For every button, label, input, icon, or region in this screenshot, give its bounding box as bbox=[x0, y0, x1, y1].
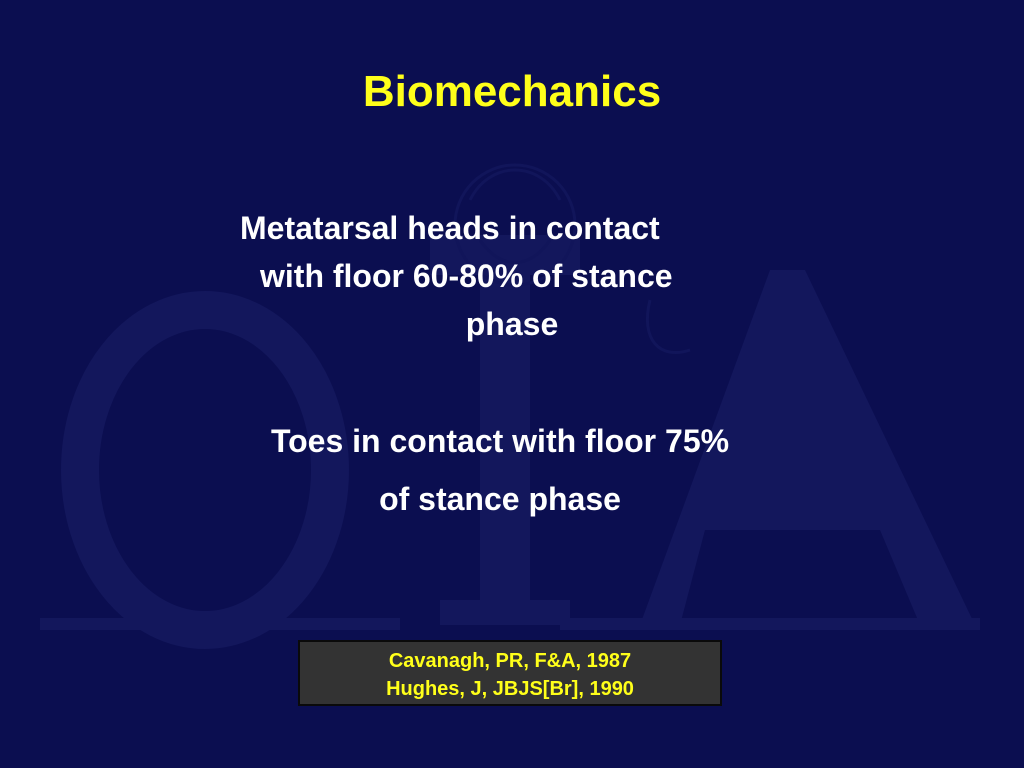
metatarsal-line-3: phase bbox=[465, 306, 559, 342]
toes-line-1: Toes in contact with floor 75% bbox=[270, 423, 730, 459]
references-box bbox=[298, 640, 722, 706]
reference-hughes: Hughes, J, JBJS[Br], 1990 bbox=[386, 678, 634, 700]
metatarsal-line-1: Metatarsal heads in contact bbox=[240, 210, 660, 246]
contact-paragraph-metatarsal bbox=[232, 204, 792, 348]
contact-paragraph-toes bbox=[150, 412, 850, 528]
metatarsal-line-2: with floor 60-80% of stance bbox=[260, 258, 673, 294]
slide-title: Biomechanics bbox=[362, 67, 662, 116]
reference-cavanagh: Cavanagh, PR, F&A, 1987 bbox=[388, 650, 632, 672]
toes-line-2: of stance phase bbox=[379, 481, 621, 517]
